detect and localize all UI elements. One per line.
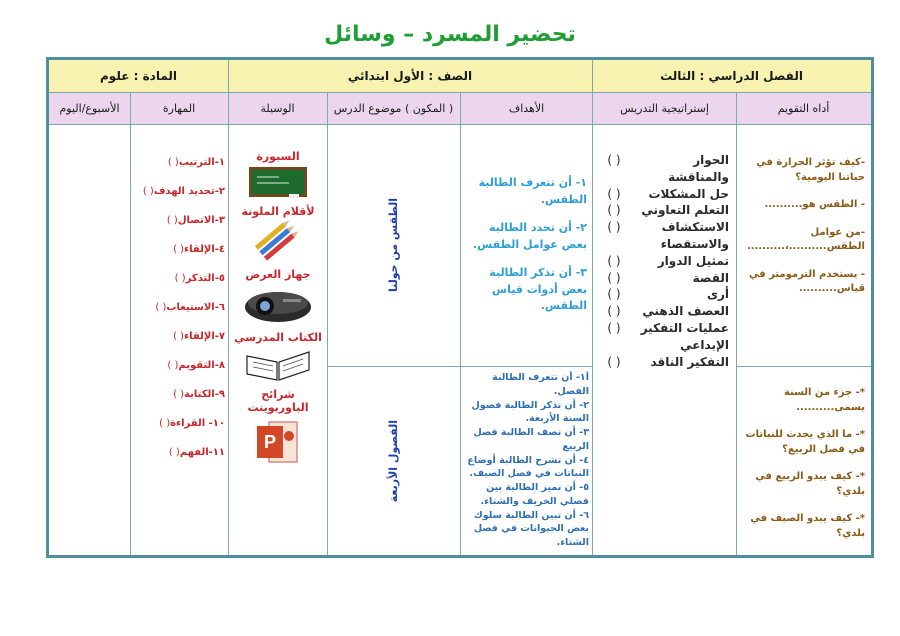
tool-slides-label-1: شرائح [261, 388, 295, 401]
subject-cell: المادة : علوم [49, 60, 228, 92]
topic-bottom-cell [327, 367, 460, 555]
skill-item: ٥-التذكر( ) [174, 273, 225, 284]
strategy-item: الحوار ( ) [607, 153, 729, 167]
assessment-bottom [743, 386, 865, 551]
objective-item: ١- أن تتعرف الطالبة الطقس. [478, 176, 587, 206]
tool-book-label: الكتاب المدرسي [234, 331, 322, 344]
strategy-list [601, 152, 729, 412]
colored-pencils-icon [253, 220, 303, 262]
skill-item: ١-الترتيب( ) [167, 157, 225, 168]
skill-header: المهارة [130, 92, 228, 124]
objective-item: ٣- أن تذكر الطالبة بعض أدوات قياس الطقس. [489, 266, 587, 312]
skill-item: ٩-الكتابة( ) [173, 389, 225, 400]
chalkboard-icon [249, 167, 307, 199]
strategy-item: والمناقشة [668, 169, 729, 184]
assessment-item: *- جزء من السنة يسمى.......... [783, 387, 865, 413]
skill-item: ٢-تحديد الهدف( ) [142, 186, 225, 197]
tool-board-label: السبورة [256, 150, 300, 163]
strategy-header: إستراتيجية التدريس [593, 92, 736, 124]
objective-item: ٣- أن تصف الطالبة فصل الربيع [473, 427, 589, 452]
assessment-item: *- ما الذي يحدث للنباتات في فصل الربيع؟ [745, 429, 865, 455]
page-title: تحضير المسرد – وسائل [324, 22, 576, 47]
assessment-item: *- كيف يبدو الصيف في بلدي؟ [750, 513, 865, 539]
skills-list [135, 157, 225, 552]
powerpoint-icon [257, 420, 299, 464]
grid-line [460, 366, 593, 367]
skill-item: ٧-الإلقاء( ) [173, 331, 225, 342]
objective-item: ٥- أن تميز الطالبة بين فصلي الخريف والشتاء. [480, 482, 589, 507]
objectives-bottom [465, 371, 589, 553]
topic-top-cell [327, 124, 460, 366]
strategy-item: أرى ( ) [607, 287, 729, 302]
objective-item: ٦- أن تبين الطالبة سلوك بعض الحيوانات في فصل الشتاء. [473, 509, 589, 549]
grid-line [228, 60, 229, 555]
objectives-top [467, 175, 587, 360]
strategy-item: الاستكشاف ( ) [607, 220, 729, 235]
tool-slides-label-2: الباوربوينت [247, 401, 309, 414]
objective-item: ٤- أن تشرح الطالبة أوضاع النباتات في فصل الصيف. [467, 454, 589, 480]
skill-item: ١١-الفهم( ) [168, 447, 225, 458]
assessment-top [743, 156, 865, 361]
skill-item: ٤-الإلقاء( ) [173, 244, 225, 255]
strategy-item: حل المشكلات ( ) [607, 186, 729, 201]
strategy-item: التعلم التعاوني ( ) [607, 203, 729, 218]
assessment-item: -من عوامل الطقس..........،.......... [746, 226, 865, 252]
assessment-item: -كيف تؤثر الحرارة في حياتنا اليومية؟ [756, 157, 865, 183]
objectives-header: الأهداف [460, 92, 593, 124]
grid-line [460, 92, 461, 555]
topic-seasons: الفصول الأربعة [387, 419, 400, 503]
objective-item: أ١- أن تتعرف الطالبة الفصل. [492, 372, 589, 397]
tool-header: الوسيلة [228, 92, 327, 124]
assessment-item: *- كيف يبدو الربيع في بلدي؟ [755, 471, 865, 497]
assessment-item: - الطقس هو.......... [764, 199, 865, 210]
strategy-item: القصة ( ) [607, 270, 729, 285]
grade-cell: الصف : الأول ابتدائي [228, 60, 592, 92]
skill-item: ١٠- القراءة( ) [159, 418, 225, 429]
objective-item: ٢- أن تذكر الطالبة فصول السنة الأربعة. [471, 399, 589, 425]
tools-column [232, 150, 324, 550]
topic-weather: الطقس من حولنا [387, 197, 400, 293]
topic-header: ( المكون ) موضوع الدرس [327, 92, 460, 124]
tool-pencils-label: لأقلام الملونة [241, 205, 315, 218]
open-book-icon [245, 348, 311, 382]
strategy-item: والاستقصاء [660, 236, 729, 251]
tool-projector-label: جهاز العرض [245, 268, 311, 281]
skill-item: ٣-الاتصال( ) [166, 215, 225, 226]
strategy-item: تمثيل الدوار ( ) [607, 253, 729, 268]
grid-line [736, 92, 737, 555]
strategy-item: التفكير الناقد ( ) [607, 354, 729, 369]
lesson-plan-table [46, 57, 874, 558]
grid-line [130, 92, 131, 555]
assessment-header: أداه التقويم [736, 92, 871, 124]
strategy-item: الإبداعي [680, 337, 729, 352]
semester-cell: الفصل الدراسي : الثالث [592, 60, 871, 92]
projector-icon [243, 285, 313, 325]
strategy-item: العصف الذهني ( ) [607, 304, 729, 319]
grid-line [736, 366, 871, 367]
week-header: الأسبوع/اليوم [49, 92, 130, 124]
grid-line [592, 60, 593, 555]
svg-text:P: P [263, 432, 277, 452]
objective-item: ٢- أن تحدد الطالبة بعض عوامل الطقس. [472, 221, 587, 251]
skill-item: ٦-الاستيعاب( ) [155, 302, 225, 313]
skill-item: ٨-التقويم( ) [167, 360, 225, 371]
assessment-item: - يستخدم الترمومتر في قياس.......... [748, 268, 865, 294]
strategy-item: عمليات التفكير ( ) [607, 320, 729, 335]
